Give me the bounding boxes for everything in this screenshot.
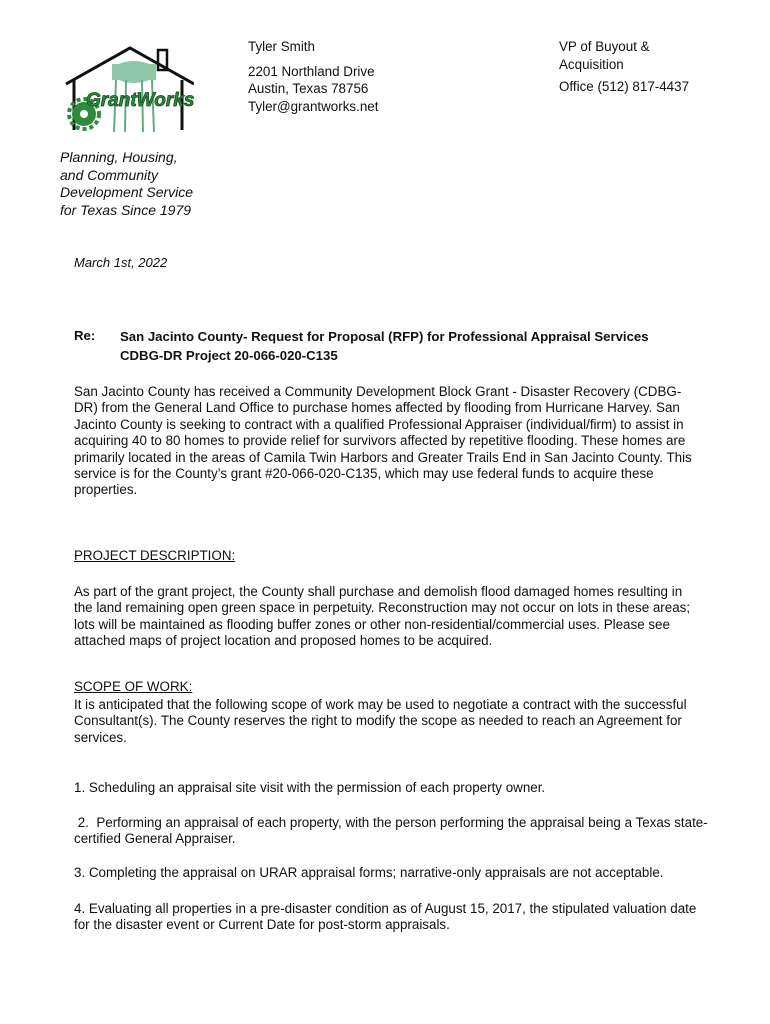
intro-paragraph: San Jacinto County has received a Community Development Block Grant - Disaster Recovery (CDBG-DR) from the General Land Office to purchase homes affected by flooding from Hurricane Harvey. San Jacinto County is seeking to contract with a qualified Professional Appraiser (individual/firm) to assist in acquiring 40 to 80 homes to provide relief for survivors affected by repetitive flooding. These homes are primarily located in the areas of Camila Twin Harbors and Greater Trails End in San Jacinto County. This service is for the County’s grant #20-066-020-C135, which may use federal funds to acquire these properties.	[74, 384, 692, 498]
subject-line-1: San Jacinto County- Request for Proposal (RFP) for Professional Appraisal Services	[120, 329, 649, 344]
subject-line	[120, 328, 720, 365]
scope-of-work-body: It is anticipated that the following scope of work may be used to negotiate a contract with the successful Consultant(s). The County reserves the right to modify the scope as needed to reach an Agreement for services.	[74, 697, 687, 745]
contact-block	[248, 38, 378, 115]
contact-email[interactable]: Tyler@grantworks.net	[248, 98, 379, 114]
logo-wordmark: GrantWorks	[86, 90, 194, 111]
scope-item: 3. Completing the appraisal on URAR appraisal forms; narrative-only appraisals are not acceptable.	[74, 865, 664, 880]
title-block	[559, 38, 689, 96]
re-label: Re:	[74, 328, 96, 343]
address-line-2: Austin, Texas 78756	[248, 81, 369, 96]
scope-item: 1. Scheduling an appraisal site visit with the permission of each property owner.	[74, 780, 546, 795]
grantworks-logo	[62, 44, 194, 136]
tagline	[60, 149, 250, 219]
project-description-heading: PROJECT DESCRIPTION:	[74, 548, 236, 563]
subject-line-2: CDBG-DR Project 20-066-020-C135	[120, 347, 338, 363]
scope-item: 4. Evaluating all properties in a pre-disaster condition as of August 15, 2017, the stipulated valuation date for the disaster event or Current Date for post-storm appraisals.	[74, 901, 697, 933]
contact-name: Tyler Smith	[248, 39, 315, 54]
scope-of-work-heading: SCOPE OF WORK:	[74, 679, 193, 694]
tagline-line: and Community	[60, 166, 159, 183]
tagline-line: Development Service	[60, 184, 194, 200]
job-title-line-1: VP of Buyout &	[559, 39, 650, 54]
project-description-body: As part of the grant project, the County shall purchase and demolish flood damaged homes resulting in the land remaining open green space in perpetuity. Reconstruction may not occur on lots in these areas; lots will be maintained as flooding buffer zones or other non-residential/commercial uses. Please see attached maps of project location and proposed homes to be acquired.	[74, 584, 691, 649]
job-title-line-2: Acquisition	[559, 56, 624, 72]
tagline-line: for Texas Since 1979	[60, 201, 192, 218]
office-phone: Office (512) 817-4437	[559, 79, 690, 94]
scope-item: 2. Performing an appraisal of each property, with the person performing the appraisal being a Texas state-certified General Appraiser.	[74, 815, 708, 847]
address-line-1: 2201 Northland Drive	[248, 63, 375, 79]
tagline-line: Planning, Housing,	[60, 149, 178, 165]
letter-date: March 1st, 2022	[74, 255, 168, 270]
